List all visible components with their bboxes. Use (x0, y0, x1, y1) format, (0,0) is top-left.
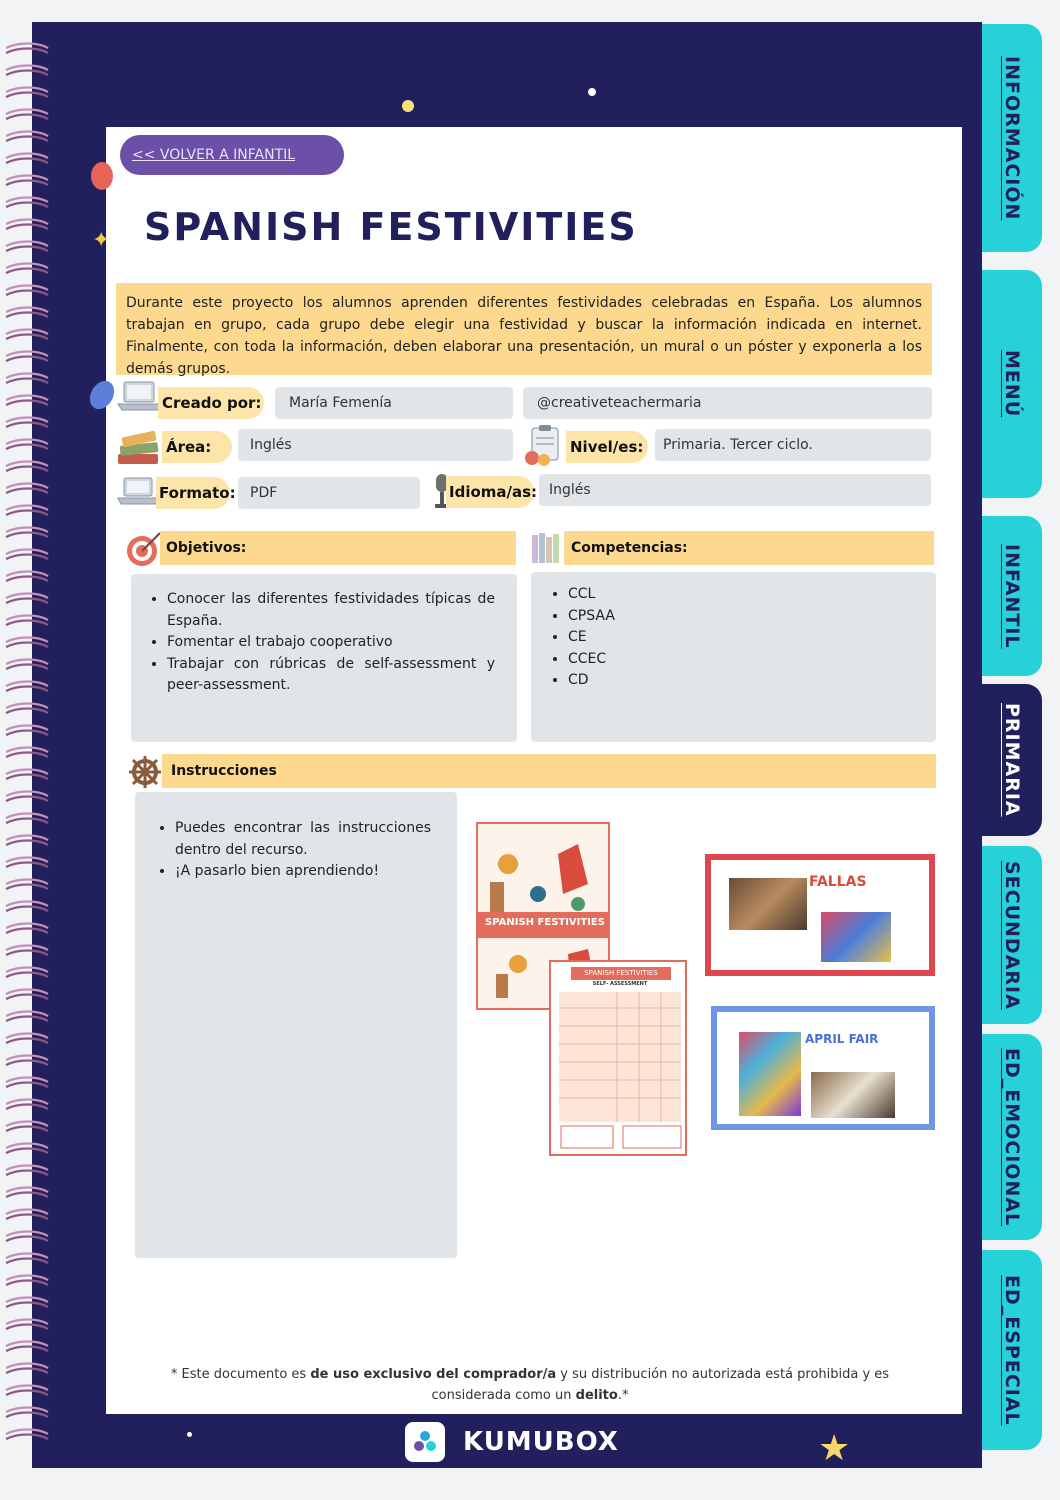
spiral-coil (6, 951, 48, 956)
spiral-coil (6, 401, 48, 406)
spiral-coil (6, 902, 48, 907)
april-fair-preview (711, 1006, 935, 1130)
list-item: • CE (568, 627, 916, 649)
spiral-coil (6, 418, 48, 423)
spiral-coil (6, 379, 48, 384)
spiral-coil (6, 1342, 48, 1347)
cover-dot (402, 100, 414, 112)
note-bold: delito (575, 1388, 618, 1403)
spiral-coil (6, 1122, 48, 1127)
spiral-coil (6, 66, 48, 71)
formato-label: Formato: (156, 477, 230, 509)
spiral-coil (6, 396, 48, 401)
spiral-coil (6, 1237, 48, 1242)
aprilfair-title: APRIL FAIR (805, 1032, 879, 1046)
spiral-coil (6, 841, 48, 846)
poster-title: SPANISH FESTIVITIES (485, 917, 605, 928)
list-item: • Trabajar con rúbricas de self-assessment y peer-assessment. (167, 654, 495, 697)
spiral-coil (6, 71, 48, 76)
cover-dot (187, 1432, 192, 1437)
spiral-coil (6, 775, 48, 780)
spiral-coil (6, 1034, 48, 1039)
spiral-coil (6, 1413, 48, 1418)
spiral-coil (6, 88, 48, 93)
spiral-coil (6, 1298, 48, 1303)
fair-photo-2 (811, 1072, 895, 1118)
ship-wheel-icon (128, 755, 162, 789)
spiral-coil (6, 555, 48, 560)
fallas-title: FALLAS (809, 874, 867, 890)
spiral-coil (6, 1166, 48, 1171)
spiral-coil (6, 374, 48, 379)
list-item: • CCL (568, 584, 916, 606)
spiral-coil (6, 1215, 48, 1220)
note-bold: de uso exclusivo del comprador/a (310, 1367, 557, 1382)
spiral-coil (6, 1012, 48, 1017)
spiral-coil (6, 1276, 48, 1281)
spiral-coil (6, 352, 48, 357)
spiral-coil (6, 599, 48, 604)
spiral-coil (6, 621, 48, 626)
spiral-coil (6, 220, 48, 225)
instrucciones-header (162, 754, 936, 788)
spiral-coil (6, 423, 48, 428)
spiral-coil (6, 973, 48, 978)
formato-field: PDF (238, 477, 420, 509)
spiral-coil (6, 704, 48, 709)
clipboard-icon (522, 424, 568, 468)
objetivos-label: Objetivos: (166, 540, 247, 556)
copyright-note (150, 1364, 910, 1406)
sparkle-icon: ✦ (92, 228, 111, 253)
spiral-coil (6, 990, 48, 995)
objetivos-box (131, 574, 517, 742)
spiral-coil (6, 1430, 48, 1435)
spiral-binding (4, 40, 50, 1460)
spiral-coil (6, 528, 48, 533)
spiral-coil (6, 858, 48, 863)
tab-menu[interactable]: MENÚ (982, 270, 1042, 498)
list-item: • CPSAA (568, 606, 916, 628)
spiral-coil (6, 731, 48, 736)
handle-field: @creativeteachermaria (523, 387, 932, 419)
spiral-coil (6, 484, 48, 489)
spiral-coil (6, 1347, 48, 1352)
spiral-coil (6, 242, 48, 247)
spiral-coil (6, 1171, 48, 1176)
spiral-coil (6, 269, 48, 274)
assessment-table (551, 962, 687, 1156)
spiral-coil (6, 1303, 48, 1308)
spiral-coil (6, 792, 48, 797)
spiral-coil (6, 506, 48, 511)
description-box: Durante este proyecto los alumnos aprenden diferentes festividades celebradas en España. Los alumnos trabajan en grupo, cada grupo debe elegir una festividad y buscar la información indicada en internet. Finalmente, con toda la información, deben elaborar una presentación, un mural o un póster y exponerla a los demás grupos. (116, 283, 932, 375)
spiral-coil (6, 137, 48, 142)
author-field: María Femenía (275, 387, 513, 419)
sheet-subtitle: SELF- ASSESSMENT (592, 981, 648, 987)
list-item: • Fomentar el trabajo cooperativo (167, 632, 495, 654)
spiral-coil (6, 968, 48, 973)
note-text: .* (617, 1388, 629, 1403)
spiral-coil (6, 946, 48, 951)
spiral-coil (6, 709, 48, 714)
objetivos-list (167, 589, 495, 697)
spiral-coil (6, 1193, 48, 1198)
spiral-coil (6, 1100, 48, 1105)
spiral-coil (6, 753, 48, 758)
list-item: • CCEC (568, 649, 916, 671)
spiral-coil (6, 1078, 48, 1083)
spiral-coil (6, 198, 48, 203)
spiral-coil (6, 770, 48, 775)
tab-secundaria[interactable]: SECUNDARIA (982, 846, 1042, 1024)
list-item: • ¡A pasarlo bien aprendiendo! (175, 861, 431, 883)
competencias-list (568, 584, 916, 692)
spiral-coil (6, 1127, 48, 1132)
list-item: • CD (568, 670, 916, 692)
competencias-label: Competencias: (571, 540, 688, 556)
spiral-coil (6, 1259, 48, 1264)
spiral-coil (6, 682, 48, 687)
spiral-coil (6, 924, 48, 929)
spiral-coil (6, 885, 48, 890)
spiral-coil (6, 1408, 48, 1413)
spiral-coil (6, 440, 48, 445)
spiral-coil (6, 616, 48, 621)
spiral-coil (6, 1435, 48, 1440)
spiral-coil (6, 1254, 48, 1259)
star-decoration: ★ (818, 1428, 851, 1469)
fallas-photo-1 (729, 878, 807, 930)
list-item: • Conocer las diferentes festividades típicas de España. (167, 589, 495, 632)
instrucciones-box (135, 792, 457, 1258)
spiral-coil (6, 1386, 48, 1391)
spiral-coil (6, 489, 48, 494)
spiral-coil (6, 264, 48, 269)
spiral-coil (6, 577, 48, 582)
self-assessment-preview (549, 960, 687, 1156)
spiral-coil (6, 225, 48, 230)
competencias-header (564, 531, 934, 565)
spiral-coil (6, 1391, 48, 1396)
spiral-coil (6, 907, 48, 912)
spiral-coil (6, 1232, 48, 1237)
spiral-coil (6, 335, 48, 340)
spiral-coil (6, 863, 48, 868)
spiral-coil (6, 154, 48, 159)
competencias-box (531, 572, 936, 742)
spiral-coil (6, 594, 48, 599)
spiral-coil (6, 110, 48, 115)
spiral-coil (6, 1144, 48, 1149)
instrucciones-list (175, 818, 431, 883)
spiral-coil (6, 445, 48, 450)
nivel-label: Nivel/es: (566, 431, 648, 463)
spiral-coil (6, 159, 48, 164)
spiral-coil (6, 176, 48, 181)
tab-informacion[interactable]: INFORMACIÓN (982, 24, 1042, 252)
brand-name: KUMUBOX (463, 1427, 619, 1457)
list-item: • Puedes encontrar las instrucciones dentro del recurso. (175, 818, 431, 861)
spiral-coil (6, 995, 48, 1000)
spiral-coil (6, 511, 48, 516)
spiral-coil (6, 1039, 48, 1044)
spiral-coil (6, 638, 48, 643)
spiral-coil (6, 665, 48, 670)
spiral-coil (6, 291, 48, 296)
area-field: Inglés (238, 429, 513, 461)
page-title: SPANISH FESTIVITIES (144, 205, 638, 249)
fair-photo-1 (739, 1032, 801, 1116)
decorative-shape (91, 162, 113, 190)
nivel-field: Primaria. Tercer ciclo. (655, 429, 931, 461)
spiral-coil (6, 49, 48, 54)
note-text: y su distribución no autorizada está prohibida y es considerada como un (431, 1367, 890, 1403)
spiral-coil (6, 462, 48, 467)
spiral-coil (6, 93, 48, 98)
kumubox-brand[interactable] (405, 1422, 619, 1462)
spiral-coil (6, 1364, 48, 1369)
spiral-coil (6, 313, 48, 318)
tab-ed-emocional[interactable]: ED_EMOCIONAL (982, 1034, 1042, 1240)
spiral-coil (6, 308, 48, 313)
spiral-coil (6, 550, 48, 555)
spiral-coil (6, 1056, 48, 1061)
spiral-coil (6, 44, 48, 49)
spiral-coil (6, 181, 48, 186)
spiral-coil (6, 115, 48, 120)
spiral-coil (6, 247, 48, 252)
spiral-coil (6, 533, 48, 538)
kumubox-logo-icon (405, 1422, 445, 1462)
fallas-photo-2 (821, 912, 891, 962)
tab-infantil[interactable]: INFANTIL (982, 516, 1042, 676)
objetivos-header (160, 531, 516, 565)
spiral-coil (6, 819, 48, 824)
tab-primaria[interactable]: PRIMARIA (982, 684, 1042, 836)
spiral-coil (6, 1210, 48, 1215)
spiral-coil (6, 1369, 48, 1374)
spiral-coil (6, 467, 48, 472)
idioma-label: Idioma/as: (446, 476, 534, 508)
creado-label: Creado por: (158, 387, 264, 419)
spiral-coil (6, 203, 48, 208)
spiral-coil (6, 797, 48, 802)
spiral-coil (6, 1325, 48, 1330)
spiral-coil (6, 929, 48, 934)
idioma-field: Inglés (539, 474, 931, 506)
spiral-coil (6, 643, 48, 648)
cover-dot (588, 88, 596, 96)
instrucciones-label: Instrucciones (171, 763, 277, 779)
spiral-coil (6, 1149, 48, 1154)
spiral-coil (6, 330, 48, 335)
tab-ed-especial[interactable]: ED_ESPECIAL (982, 1250, 1042, 1450)
note-text: * Este documento es (170, 1367, 311, 1382)
spiral-coil (6, 357, 48, 362)
back-to-infantil-button[interactable]: << VOLVER A INFANTIL (120, 135, 344, 175)
books-icon (114, 424, 164, 472)
spiral-coil (6, 814, 48, 819)
spiral-coil (6, 1281, 48, 1286)
spiral-coil (6, 660, 48, 665)
spiral-coil (6, 1061, 48, 1066)
spiral-coil (6, 687, 48, 692)
spiral-coil (6, 880, 48, 885)
spiral-coil (6, 1083, 48, 1088)
spiral-coil (6, 132, 48, 137)
target-icon (124, 529, 164, 569)
spiral-coil (6, 572, 48, 577)
books-shelf-icon (528, 529, 566, 567)
spiral-coil (6, 286, 48, 291)
spiral-coil (6, 726, 48, 731)
sheet-title: SPANISH FESTIVITIES (571, 967, 671, 980)
spiral-coil (6, 1105, 48, 1110)
fallas-preview (705, 854, 935, 976)
spiral-coil (6, 1017, 48, 1022)
area-label: Área: (162, 431, 232, 463)
spiral-coil (6, 1320, 48, 1325)
spiral-coil (6, 1188, 48, 1193)
spiral-coil (6, 836, 48, 841)
spiral-coil (6, 748, 48, 753)
